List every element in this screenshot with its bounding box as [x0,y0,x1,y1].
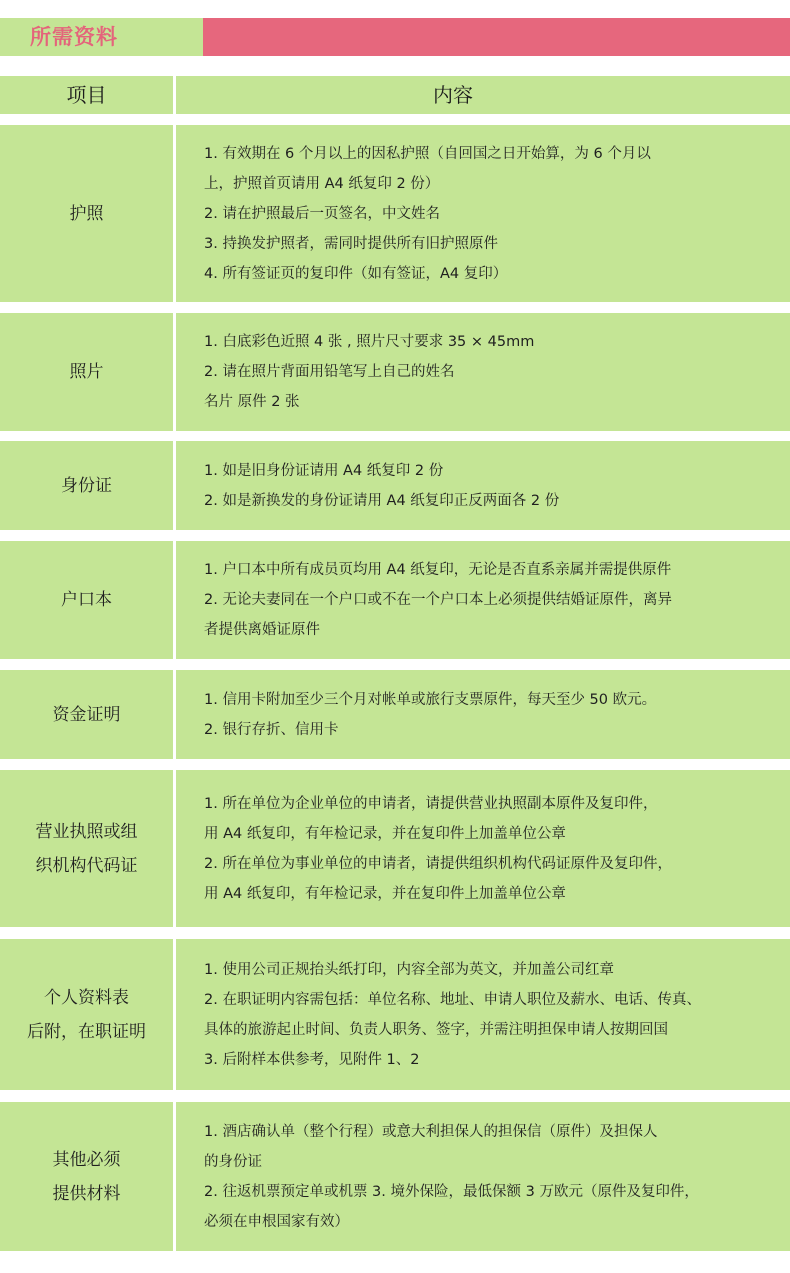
content-line: 者提供离婚证原件 [204,622,320,638]
content-line: 2. 在职证明内容需包括：单位名称、地址、申请人职位及薪水、电话、传真、 [204,991,701,1008]
item-label-line: 个人资料表 [44,987,129,1008]
table-row [0,670,790,759]
item-label-line: 照片 [69,362,104,382]
item-label-line: 其他必须 [52,1149,121,1170]
item-label-line: 后附，在职证明 [27,1021,146,1042]
row-content [176,939,790,1090]
row-content [176,441,790,530]
item-label-line: 身份证 [61,475,112,496]
section-banner [0,18,790,56]
content-line: 的身份证 [204,1153,262,1170]
row-item-label [0,670,173,759]
row-item-label [0,770,173,927]
table-header [0,76,790,114]
content-line: 3. 后附样本供参考，见附件 1、2 [204,1051,420,1068]
content-line: 1. 信用卡附加至少三个月对帐单或旅行支票原件，每天至少 50 欧元。 [204,691,657,708]
row-content [176,541,790,659]
content-line: 2. 请在护照最后一页签名，中文姓名 [204,205,440,222]
table-row [0,770,790,927]
item-label-line: 护照 [69,203,104,224]
item-label-line: 提供材料 [52,1183,121,1204]
content-line: 名片 原件 2 张 [204,394,300,410]
row-content [176,670,790,759]
content-line: 4. 所有签证页的复印件（如有签证，A4 复印） [204,265,508,282]
table-row [0,125,790,302]
content-line: 2. 所在单位为事业单位的申请者，请提供组织机构代码证原件及复印件， [204,855,672,872]
content-line: 具体的旅游起止时间、负责人职务、签字，并需注明担保申请人按期回国 [204,1021,668,1038]
content-line: 2. 往返机票预定单或机票 3. 境外保险，最低保额 3 万欧元（原件及复印件， [204,1183,699,1200]
content-line: 2. 如是新换发的身份证请用 A4 纸复印正反两面各 2 份 [204,492,560,509]
content-line: 1. 有效期在 6 个月以上的因私护照（自回国之日开始算，为 6 个月以 [204,145,651,162]
content-line: 1. 所在单位为企业单位的申请者，请提供营业执照副本原件及复印件， [204,795,658,812]
row-item-label [0,939,173,1090]
content-line: 2. 请在照片背面用铅笔写上自己的姓名 [204,364,455,380]
header-item: 项目 [0,76,173,114]
content-line: 3. 持换发护照者，需同时提供所有旧护照原件 [204,235,498,252]
content-line: 1. 白底彩色近照 4 张 , 照片尺寸要求 35 × 45mm [204,334,535,350]
item-label-line: 织机构代码证 [35,855,138,876]
row-content [176,770,790,927]
item-label-line: 资金证明 [52,704,121,725]
item-label-line: 营业执照或组 [35,821,138,842]
row-item-label [0,125,173,302]
row-item-label [0,1102,173,1251]
content-line: 必须在申根国家有效） [204,1213,349,1230]
content-line: 1. 酒店确认单（整个行程）或意大利担保人的担保信（原件）及担保人 [204,1123,658,1140]
header-content: 内容 [176,76,790,114]
row-content [176,313,790,431]
content-line: 用 A4 纸复印，有年检记录，并在复印件上加盖单位公章 [204,885,566,902]
banner-label-area [0,18,203,56]
table-row [0,1102,790,1251]
row-item-label [0,313,173,431]
content-line: 2. 银行存折、信用卡 [204,721,339,738]
content-line: 2. 无论夫妻同在一个户口或不在一个户口本上必须提供结婚证原件，离异 [204,592,672,608]
table-row [0,939,790,1090]
content-line: 上，护照首页请用 A4 纸复印 2 份） [204,175,440,192]
content-line: 1. 使用公司正规抬头纸打印，内容全部为英文，并加盖公司红章 [204,961,614,978]
row-item-label [0,541,173,659]
content-line: 1. 如是旧身份证请用 A4 纸复印 2 份 [204,462,444,479]
banner-accent-bar [203,18,790,56]
table-row [0,441,790,530]
item-label-line: 户口本 [61,590,112,610]
table-row [0,313,790,431]
section-title: 所需资料 [30,25,118,49]
row-content [176,125,790,302]
content-line: 1. 户口本中所有成员页均用 A4 纸复印，无论是否直系亲属并需提供原件 [204,562,672,578]
table-row [0,541,790,659]
content-line: 用 A4 纸复印，有年检记录，并在复印件上加盖单位公章 [204,825,566,842]
row-content [176,1102,790,1251]
row-item-label [0,441,173,530]
